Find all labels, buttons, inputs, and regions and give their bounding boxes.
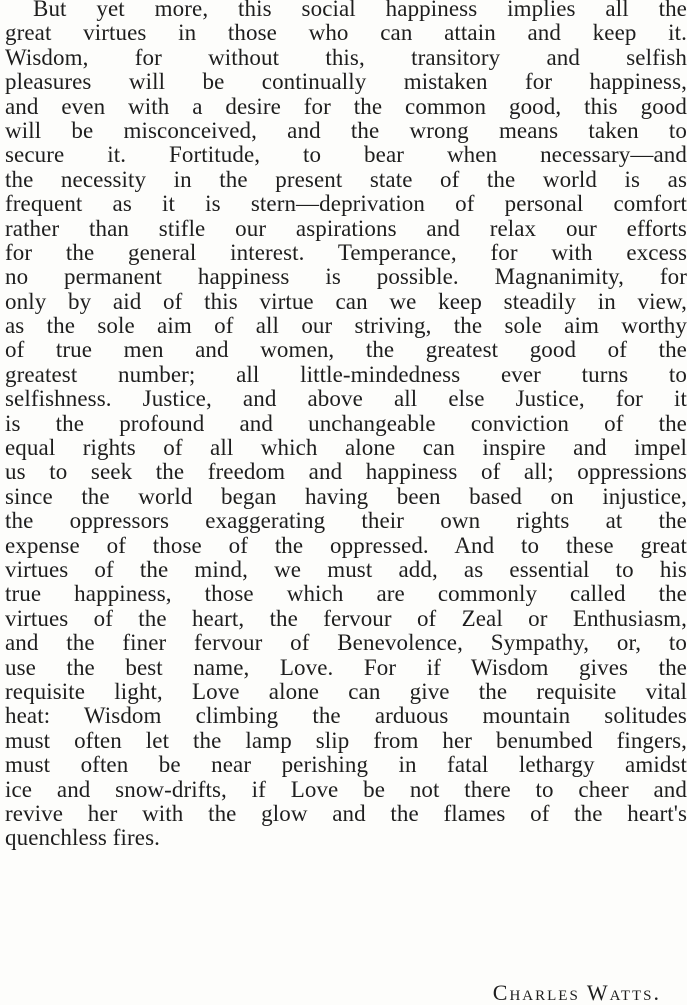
text-line: selfishness. Justice, and above all else Justice, for it bbox=[5, 386, 687, 412]
text-line: of true men and women, the greatest good of the bbox=[5, 337, 687, 363]
text-line: as the sole aim of all our striving, the sole aim worthy bbox=[5, 313, 687, 339]
text-line: virtues of the heart, the fervour of Zeal or Enthusiasm, bbox=[5, 605, 687, 631]
text-line: equal rights of all which alone can inspire and impel bbox=[5, 435, 687, 461]
text-line: virtues of the mind, we must add, as essential to his bbox=[5, 556, 687, 582]
author-signature: Charles Watts. bbox=[492, 980, 661, 1005]
text-line: is the profound and unchangeable conviction of the bbox=[5, 410, 687, 436]
text-line: great virtues in those who can attain and keep it. bbox=[5, 20, 687, 46]
text-line: expense of those of the oppressed. And to these great bbox=[5, 532, 687, 558]
text-line: us to seek the freedom and happiness of all; oppressions bbox=[5, 459, 687, 485]
text-line: must often let the lamp slip from her benumbed fingers, bbox=[5, 727, 687, 753]
text-line: the necessity in the present state of the world is as bbox=[5, 166, 687, 192]
text-line: and the finer fervour of Benevolence, Sympathy, or, to bbox=[5, 630, 687, 656]
text-line: But yet more, this social happiness implies all the bbox=[33, 0, 687, 21]
text-line: only by aid of this virtue can we keep steadily in view, bbox=[5, 288, 687, 314]
text-line: the oppressors exaggerating their own rights at the bbox=[5, 508, 687, 534]
text-line: no permanent happiness is possible. Magnanimity, for bbox=[5, 264, 687, 290]
text-line: will be misconceived, and the wrong means taken to bbox=[5, 117, 687, 143]
text-line: for the general interest. Temperance, for with excess bbox=[5, 239, 687, 265]
article-paragraph bbox=[5, 0, 687, 851]
text-line: Wisdom, for without this, transitory and selfish bbox=[5, 44, 687, 70]
text-line: quenchless fires. bbox=[5, 825, 160, 851]
text-line: must often be near perishing in fatal lethargy amidst bbox=[5, 752, 687, 778]
text-line: frequent as it is stern—deprivation of personal comfort bbox=[5, 191, 687, 217]
text-line: requisite light, Love alone can give the requisite vital bbox=[5, 678, 687, 704]
text-line: and even with a desire for the common good, this good bbox=[5, 93, 687, 119]
text-line: true happiness, those which are commonly called the bbox=[5, 581, 687, 607]
text-line: revive her with the glow and the flames of the heart's bbox=[5, 800, 687, 826]
text-line: rather than stifle our aspirations and relax our efforts bbox=[5, 215, 687, 241]
text-line: secure it. Fortitude, to bear when necessary—and bbox=[5, 142, 687, 168]
text-line: pleasures will be continually mistaken for happiness, bbox=[5, 69, 687, 95]
text-line: ice and snow-drifts, if Love be not there to cheer and bbox=[5, 776, 687, 802]
text-line: greatest number; all little-mindedness ever turns to bbox=[5, 361, 687, 387]
text-line: heat: Wisdom climbing the arduous mountain solitudes bbox=[5, 703, 687, 729]
text-line: since the world began having been based on injustice, bbox=[5, 483, 687, 509]
text-line: use the best name, Love. For if Wisdom gives the bbox=[5, 654, 687, 680]
